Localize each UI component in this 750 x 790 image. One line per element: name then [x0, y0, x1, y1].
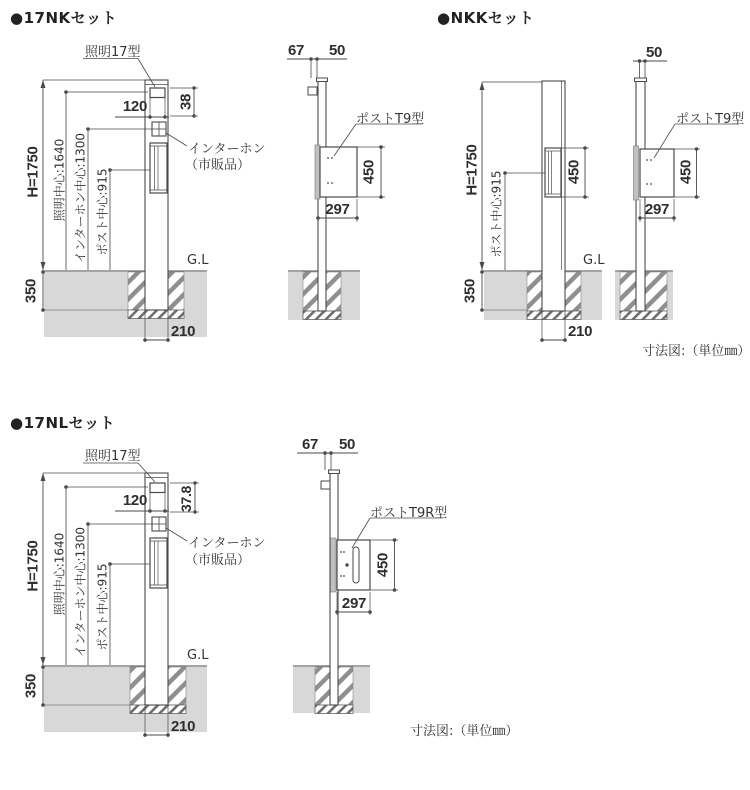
nl-post-center-dim: ポスト中心:915	[95, 563, 110, 651]
nk-intercom-sublabel: （市販品）	[185, 158, 251, 173]
nl-post-type-label: ポストT9R型	[370, 506, 448, 521]
nk-post-side-box	[320, 147, 357, 197]
nk-lamp-side	[308, 87, 317, 95]
unit-note: 寸法図:（単位㎜）	[642, 344, 750, 359]
nl-intercom-label: インターホン	[188, 536, 266, 551]
nk-post-depth-dim: 297	[325, 201, 350, 218]
nkk-set-title: ●NKKセット	[437, 9, 535, 27]
nl-dim-210	[143, 733, 170, 737]
nkk-pole-depth-dim: 50	[646, 44, 663, 61]
nl-lamp	[150, 483, 165, 493]
nk-post-faceplate	[315, 145, 320, 199]
nl-base-width-dim: 210	[171, 718, 196, 735]
nkk-depth-dim: 350	[461, 278, 479, 304]
nl-post-depth-dim: 297	[341, 595, 367, 612]
nk-intercom	[152, 122, 166, 136]
nk-post-centerline	[108, 168, 150, 270]
nl-post-centerline	[108, 562, 150, 665]
nkk-base-width-dim: 210	[568, 323, 593, 340]
nl-intercom-sublabel: （市販品）	[185, 553, 251, 568]
nk-front-footing-strip	[128, 310, 184, 319]
nl-set-title: ●17NLセット	[10, 414, 116, 432]
nk-lamp-leader	[83, 59, 155, 88]
nk-intercom-label: インターホン	[188, 142, 266, 157]
nkk-post-height-front-dim: 450	[565, 159, 583, 185]
nkk-post-depth-dim: 297	[644, 201, 670, 218]
nkk-side-footing-strip	[620, 311, 667, 320]
nl-post-height-dim: 450	[374, 552, 392, 578]
nl-post-front	[150, 538, 167, 588]
nl-post-knob	[345, 563, 348, 566]
nl-height-dim: H=1750	[24, 540, 42, 592]
nkk-height-dim: H=1750	[463, 144, 481, 196]
nkk-ground-label: G.L	[583, 253, 605, 268]
unit-note-truncated: 寸法図:（単位㎜）	[410, 724, 519, 739]
nk-side-view	[287, 57, 425, 320]
nk-front-pole	[145, 80, 168, 310]
nkk-post-side-box	[640, 149, 674, 197]
nk-side-footing-strip	[303, 311, 341, 320]
nk-lamp-width-dim: 120	[122, 98, 147, 115]
nk-intercom-leader	[166, 133, 187, 146]
nkk-front-footing-strip	[527, 311, 581, 320]
nk-base-width-dim: 210	[171, 323, 196, 340]
nl-lamp-side	[321, 481, 330, 489]
nkk-post-type-label: ポストT9型	[676, 112, 745, 127]
nkk-post-centerline	[503, 171, 545, 270]
nl-intercom	[152, 517, 166, 531]
nl-intercom-center-dim: インターホン中心:1300	[73, 526, 88, 658]
nk-ground-label: G.L	[187, 253, 209, 268]
nl-front-footing-strip	[130, 705, 186, 714]
nk-lamp-height-dim: 38	[177, 93, 195, 111]
nkk-post-center-dim: ポスト中心:915	[489, 170, 504, 258]
nkk-post-faceplate	[634, 146, 639, 200]
nl-pole-depth-dim: 50	[339, 436, 356, 453]
nl-ground-label: G.L	[187, 648, 209, 663]
nk-height-dim: H=1750	[24, 146, 42, 198]
nl-intercom-leader	[166, 528, 187, 541]
nl-side-view	[293, 451, 443, 713]
nl-post-faceplate	[331, 538, 337, 592]
nk-dim-210	[143, 338, 170, 342]
nl-lamp-label: 照明17型	[85, 449, 141, 464]
nl-side-offset-dim: 67	[302, 436, 319, 453]
nl-lamp-leader	[83, 463, 155, 482]
nl-lamp-width-dim: 120	[122, 492, 147, 509]
nkk-side-view	[615, 59, 739, 320]
nkk-post-height-dim: 450	[677, 159, 695, 185]
nl-lamp-center-dim: 照明中心:1640	[52, 532, 67, 616]
nk-lamp	[150, 88, 165, 98]
nk-lamp-center-dim: 照明中心:1640	[52, 138, 67, 222]
nl-side-footing-strip	[315, 705, 353, 714]
nkk-post-front	[545, 148, 561, 197]
nk-depth-dim: 350	[22, 278, 40, 304]
nk-post-front	[150, 143, 167, 193]
nk-side-offset-dim: 67	[288, 42, 305, 59]
nkk-dim-210	[540, 338, 567, 342]
nk-intercom-center-dim: インターホン中心:1300	[73, 132, 88, 264]
nk-post-height-dim: 450	[360, 159, 378, 185]
nl-lamp-height-dim: 37.8	[178, 485, 194, 513]
nk-post-center-dim: ポスト中心:915	[95, 168, 110, 256]
nl-front-pole	[145, 473, 168, 705]
nk-lamp-label: 照明17型	[85, 45, 141, 60]
nk-set-title: ●17NKセット	[10, 9, 118, 27]
nk-pole-depth-dim: 50	[329, 42, 346, 59]
nl-depth-dim: 350	[22, 673, 40, 699]
nk-post-type-label: ポストT9型	[356, 112, 425, 127]
